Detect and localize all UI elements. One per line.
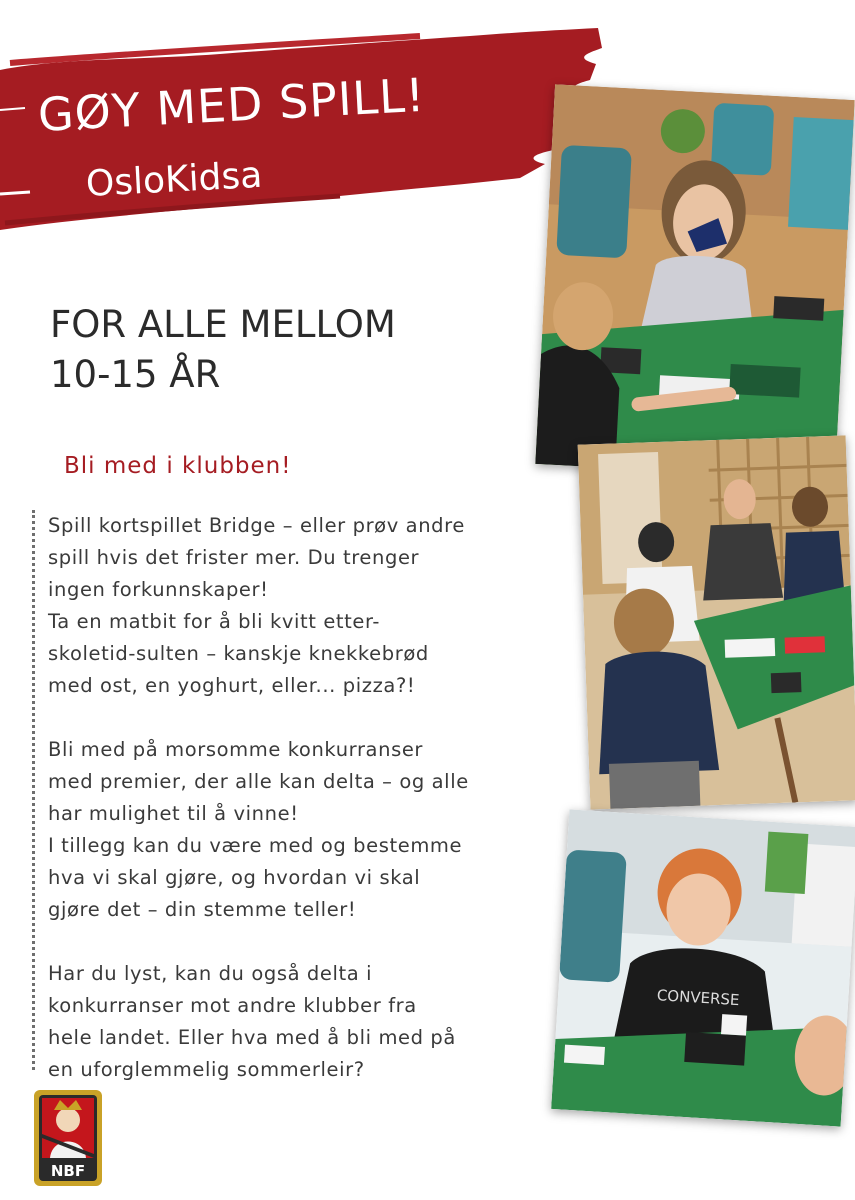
banner-subtitle: OsloKidsa: [84, 154, 264, 205]
photo-3-illustration: [551, 809, 855, 1126]
join-club-subheading: Bli med i klubben!: [64, 453, 292, 479]
body-line: ingen forkunnskaper!: [48, 578, 269, 601]
body-line: gjøre det – din stemme teller!: [48, 898, 357, 921]
body-line: spill hvis det frister mer. Du trenger: [48, 546, 420, 569]
age-heading-line-1: FOR ALLE MELLOM: [50, 303, 396, 346]
paragraph-gap: [48, 702, 562, 734]
body-line: en uforglemmelig sommerleir?: [48, 1058, 365, 1081]
title-banner: [0, 18, 610, 233]
body-line: skoletid-sulten – kanskje knekkebrød: [48, 642, 429, 665]
body-line: med ost, en yoghurt, eller... pizza?!: [48, 674, 416, 697]
photo-kids-at-table: [578, 435, 855, 809]
body-line: med premier, der alle kan delta – og alle: [48, 770, 469, 793]
body-line: Har du lyst, kan du også delta i: [48, 962, 373, 985]
body-text: [32, 510, 562, 1081]
body-line: konkurranser mot andre klubber fra: [48, 994, 417, 1017]
paragraph-gap: [48, 926, 562, 958]
banner-title: GØY MED SPILL!: [36, 67, 427, 142]
body-line: I tillegg kan du være med og bestemme: [48, 834, 463, 857]
body-line: Spill kortspillet Bridge – eller prøv andre: [48, 514, 465, 537]
hoodie-brand-text: CONVERSE: [656, 986, 740, 1010]
body-line: har mulighet til å vinne!: [48, 802, 299, 825]
nbf-logo: [32, 1088, 104, 1188]
photo-2-illustration: [578, 435, 855, 809]
body-line: hele landet. Eller hva med å bli med på: [48, 1026, 456, 1049]
photo-girl-holding-cards: [535, 84, 854, 479]
age-heading: [50, 300, 396, 400]
age-heading-line-2: 10-15 ÅR: [50, 353, 221, 396]
nbf-logo-badge: [32, 1088, 104, 1188]
nbf-logo-text: NBF: [50, 1162, 86, 1180]
body-line: Ta en matbit for å bli kvitt etter-: [48, 610, 381, 633]
photo-1-illustration: [535, 84, 854, 479]
photo-boy-at-table: [551, 809, 855, 1126]
body-line: Bli med på morsomme konkurranser: [48, 738, 424, 761]
body-line: hva vi skal gjøre, og hvordan vi skal: [48, 866, 421, 889]
